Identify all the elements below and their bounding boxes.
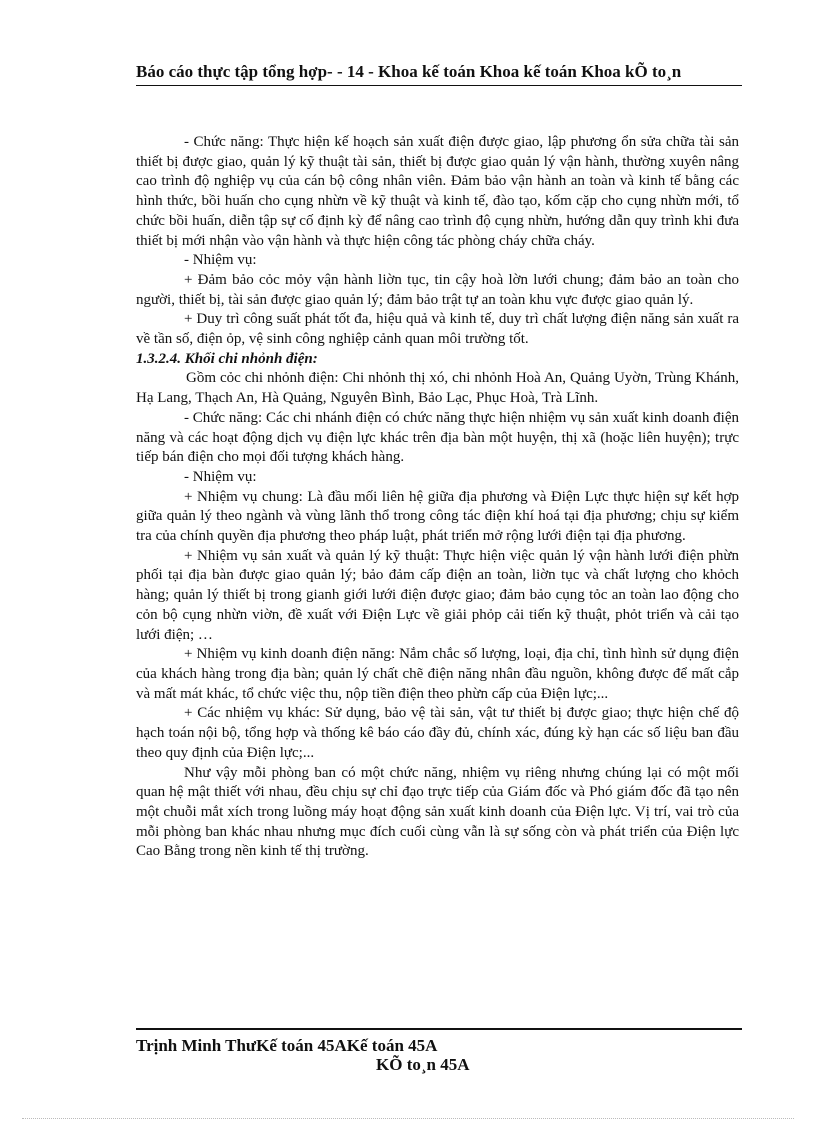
paragraph-tasks-label-2: - Nhiệm vụ: bbox=[184, 468, 257, 485]
page-header: Báo cáo thực tập tổng hợp- - 14 - Khoa kế toán Khoa kế toán Khoa kÕ to¸n bbox=[136, 62, 682, 81]
paragraph-conclusion: Như vậy mỗi phòng ban có một chức năng, nhiệm vụ riêng nhưng chúng lại có một mối quan hệ mật thiết với nhau, đều chịu sự chỉ đạo trực tiếp của Giám đốc và Phó giám đốc đã tạo nên một chuỗi mắt xích trong luồng máy hoạt động sản xuất kinh doanh của Điện lực. Vị trí, vai trò của mỗi phòng ban khác nhau nhưng mục đích cuối cùng vẫn là sự sống còn và phát triển của Điện lực Cao Bằng trong nền kinh tế thị trường. bbox=[136, 764, 739, 860]
paragraph-task-technical: + Nhiệm vụ sản xuất và quản lý kỹ thuật: Thực hiện việc quản lý vận hành lưới điện phừn phối tại địa bàn được giao quản lý; bảo đảm cấp điện an toàn, liờn tục và chất lượng cho khỏch hàng; quản lý thiết bị trong gianh giới lưới điện được giao; đảm bảo cụng tỏc an toàn lao động cho cỏn bộ cụng nhừn viờn, đề xuất với Điện Lực về giải phỏp cải tiến kỹ thuật, phỏt triển và cải tạo lưới điện; … bbox=[136, 547, 739, 643]
paragraph-task-capacity: + Duy trì công suất phát tốt đa, hiệu quả và kinh tế, duy trì chất lượng điện năng sản xuất ra về tần số, điện ỏp, vệ sinh công nghiệp cảnh quan môi trường tốt. bbox=[136, 311, 739, 348]
page-bottom-edge bbox=[22, 1118, 794, 1119]
footer-author: Trịnh Minh ThưKế toán 45AKế toán 45A bbox=[136, 1036, 438, 1055]
footer-divider bbox=[136, 1028, 742, 1030]
paragraph-function-1: - Chức năng: Thực hiện kế hoạch sản xuất điện được giao, lập phương ổn sửa chữa tài sản thiết bị được giao, quản lý kỹ thuật tài sản, thiết bị được giao quản lý vận hành, thường xuyên nâng cao trình độ nghiệp vụ của cán bộ công nhân viên. Đảm bảo vận hành an toàn và kinh tế bằng các hình thức, bồi huấn cho cụng nhừn về kỹ thuật và kinh tế, đào tạo, kốm cặp cho cụng nhừn mới, tổ chức bồi huấn, diễn tập sự cố định kỳ để nâng cao trình độ cụng nhừn, hướng dẫn quy trình khi đưa thiết bị mới nhận vào vận hành và thực hiện công tác phòng cháy chữa cháy. bbox=[136, 134, 739, 249]
paragraph-tasks-label-1: - Nhiệm vụ: bbox=[184, 252, 257, 269]
document-body bbox=[136, 133, 739, 862]
footer-class: KÕ to¸n 45A bbox=[376, 1055, 470, 1074]
paragraph-branch-list: Gồm cỏc chi nhỏnh điện: Chi nhỏnh thị xó, chi nhỏnh Hoà An, Quảng Uyờn, Trùng Khánh, Hạ Lang, Thạch An, Hà Quảng, Nguyên Bình, Bảo Lạc, Phục Hoà, Trà Lĩnh. bbox=[136, 370, 739, 407]
header-divider bbox=[136, 85, 742, 86]
paragraph-task-business: + Nhiệm vụ kinh doanh điện năng: Nắm chắc số lượng, loại, địa chỉ, tình hình sử dụng điện của khách hàng trong địa bàn; quản lý chất chẽ điện năng nhân đầu nguồn, không được để mất cắp và mất mát khác, tổ chức việc thu, nộp tiền điện theo phừn cấp của Điện lực;... bbox=[136, 646, 739, 702]
section-heading-branches: 1.3.2.4. Khối chi nhỏnh điện: bbox=[136, 350, 318, 367]
paragraph-task-safety: + Đảm bảo cỏc mỏy vận hành liờn tục, tin cậy hoà lờn lưới chung; đảm bảo an toàn cho người, thiết bị, tài sản được giao quản lý; đảm bảo trật tự an toàn khu vực được giao quản lý. bbox=[136, 271, 739, 308]
paragraph-function-2: - Chức năng: Các chi nhánh điện có chức năng thực hiện nhiệm vụ sản xuất kinh doanh điện năng và các hoạt động dịch vụ điện lực khác trên địa bàn một huyện, thị xã (hoặc liên huyện); trực tiếp bán điện cho mọi đối tượng khách hàng. bbox=[136, 409, 739, 466]
paragraph-task-other: + Các nhiệm vụ khác: Sử dụng, bảo vệ tài sản, vật tư thiết bị được giao; thực hiện chế độ hạch toán nội bộ, tổng hợp và thống kê báo cáo đầy đủ, chính xác, đúng kỳ hạn các số liệu ban đầu theo quy định của Điện lực;... bbox=[136, 705, 739, 761]
paragraph-task-general: + Nhiệm vụ chung: Là đầu mối liên hệ giữa địa phương và Điện Lực thực hiện sự kết hợp giữa quản lý theo ngành và vùng lãnh thổ trong công tác điện khí hoá tại địa phương; chịu sự kiểm tra của chính quyền địa phương theo pháp luật, phát triển mở rộng lưới điện tại địa phương. bbox=[136, 488, 739, 545]
